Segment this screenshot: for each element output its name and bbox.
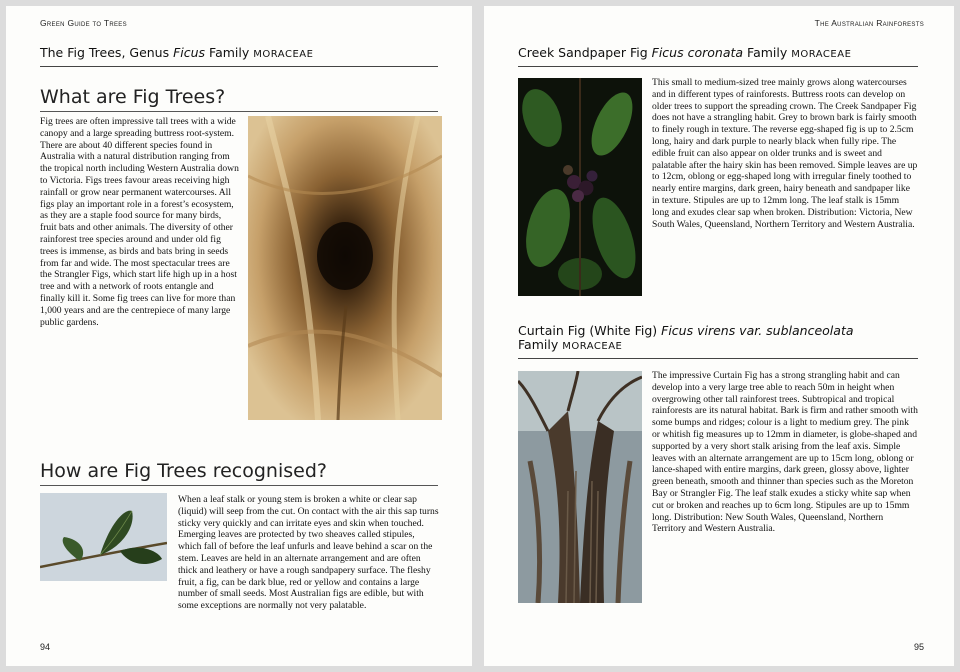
left-running-head: Green Guide to Trees	[40, 18, 127, 28]
section-heading-fig-trees	[40, 46, 438, 67]
curtain-fig-photo	[518, 371, 642, 603]
how-are-fig-trees-recognised-text: When a leaf stalk or young stem is broken a white or clear sap (liquid) will seep from the cut. On contact with the air this sap turns sticky very quickly and can irritate eyes and skin when touched. Emerging leaves are protected by two sheaves called stipules, which fall of before the leaf unfurls and leave behind a scar on the stem. Leaves are held in an alternate arrangement and are often thick and leathery or have a rough sandpapery surface. The fleshy fruit, a fig, can be dark blue, red or yellow and contains a large number of small seeds. Most Australian figs are edible, but with some exceptions are normally not very palatable.	[178, 494, 439, 612]
curtain-fig-scientific-name: Ficus virens var. sublanceolata	[661, 323, 854, 338]
creek-sandpaper-fig-scientific-name: Ficus coronata	[651, 45, 744, 60]
creek-sandpaper-fig-common-name: Creek Sandpaper Fig	[518, 45, 652, 60]
curtain-fig-family-label: Family	[518, 337, 563, 352]
curtain-fig-text: The impressive Curtain Fig has a strong strangling habit and can develop into a very large tree able to reach 50m in height when overgrowing other tall rainforest trees. Subtropical and tropical rainforests are its natural habitat. Bark is firm and rather smooth with some bumps and ridges; colour is a light to medium grey. The pink or whitish fig measures up to 12mm in diameter, is globe-shaped and supported by a very short stalk arising from the leaf axis. Simple leaves with an alternate arrangement are up to 15cm long, oblong or lance-shaped with entire margins, dark green, glossy above, lighter green beneath, smooth and thinner than species such as the Moreton Bay or Strangler Fig. The leaf stalk exudes a sticky white sap when cut or broken and reaches up to 6cm long. Stipules are up to 15mm long. Distribution: New South Wales, Queensland, Northern Territory and Western Australia.	[652, 370, 918, 535]
fig-leaves-photo	[40, 493, 167, 581]
fig-tree-hollow-photo	[248, 116, 442, 420]
creek-sandpaper-fig-text: This small to medium-sized tree mainly grows along watercourses and in different types of rainforests. Buttress roots can develop on older trees to support the spreading crown. The Creek Sandpaper Fig does not have a strangling habit. Grey to brown bark is fairly smooth to finely rough in texture. The reverse egg-shaped fig is up to 2.5cm long, hairy and dark purple to nearly black when fully ripe. The edible fruit can also appear on older trunks and is sweet and palatable after the hairy skin has been removed. Simple leaves are up to 12cm, oblong or egg-shaped long with irregular finely toothed to nearly entire margins, dark green, hairy beneath and sandpaper like in texture. Stipules are up to 12mm long. The leaf stalk is 15mm long and exudes clear sap when broken. Distribution: Victoria, New South Wales, Queensland, Northern Territory and Western Australia.	[652, 77, 918, 230]
how-are-fig-trees-recognised-heading: How are Fig Trees recognised?	[40, 460, 438, 486]
creek-sandpaper-fig-heading	[518, 46, 918, 67]
creek-sandpaper-fig-family-label: Family	[743, 45, 792, 60]
section-heading-family-label: Family	[205, 45, 254, 60]
right-page	[484, 6, 954, 666]
curtain-fig-family: MORACEAE	[562, 341, 623, 352]
left-page-number: 94	[40, 642, 51, 652]
section-heading-family: MORACEAE	[253, 49, 314, 60]
section-heading-prefix: The Fig Trees, Genus	[40, 45, 174, 60]
creek-sandpaper-fig-photo	[518, 78, 642, 296]
right-page-number: 95	[913, 642, 924, 652]
curtain-fig-common-name: Curtain Fig (White Fig)	[518, 323, 662, 338]
curtain-fig-heading	[518, 324, 918, 359]
section-heading-genus: Ficus	[173, 45, 206, 60]
right-running-head: The Australian Rainforests	[814, 18, 924, 28]
left-page	[6, 6, 472, 666]
what-are-fig-trees-heading: What are Fig Trees?	[40, 86, 438, 112]
creek-sandpaper-fig-family: MORACEAE	[791, 49, 852, 60]
what-are-fig-trees-text: Fig trees are often impressive tall trees with a wide canopy and a large spreading buttress root-system. There are about 40 different species found in Australia with a natural distribution ranging from the tropical north including Western Australia down to Victoria. Figs trees favour areas receiving high rainfall or grow near permanent watercourses. All figs play an important role in a forest’s ecosystem, as they are a staple food source for many birds, fruit bats and other animals. The diversity of other rainforest tree species around and under old fig trees is immense, as birds and bats bring in seeds from far and wide. The most spectacular trees are the Strangler Figs, which start life high up in a host tree and with a network of roots entangle and finally kill it. Some fig trees can live for more than 1,000 years and are the centrepiece of many large public gardens.	[40, 116, 239, 328]
